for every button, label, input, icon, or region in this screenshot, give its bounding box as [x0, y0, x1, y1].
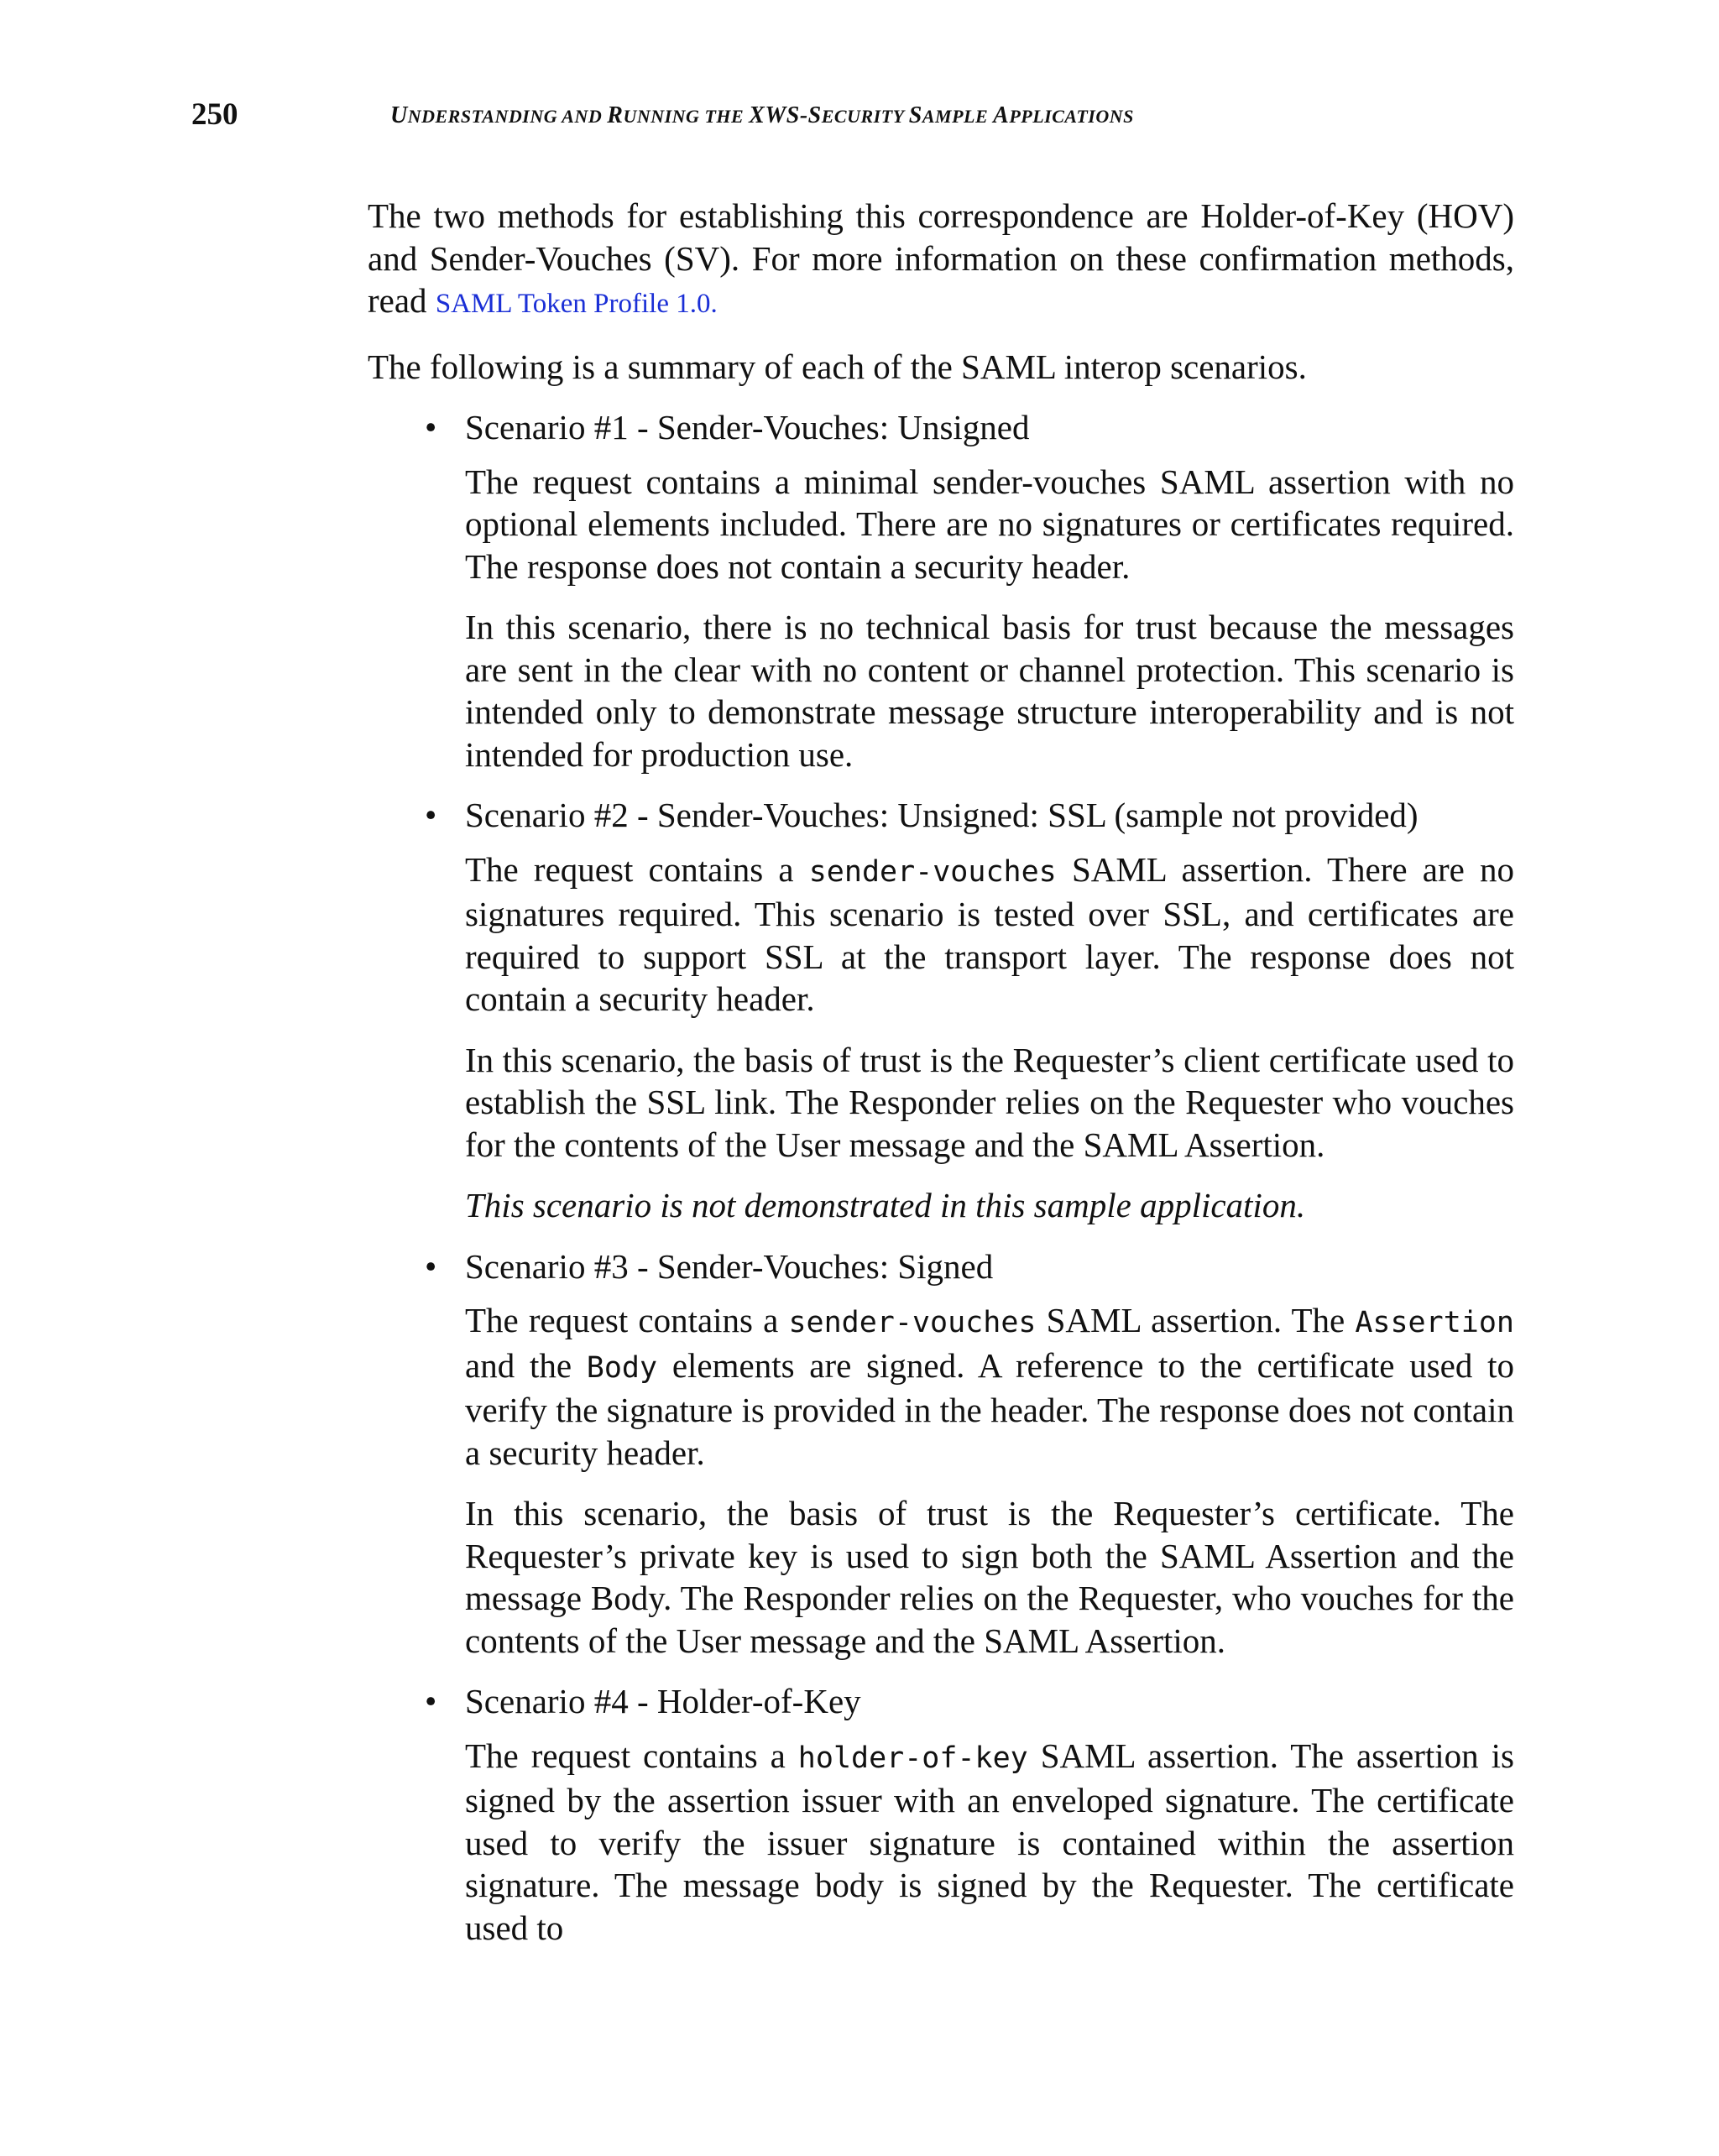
scenario-item: [368, 406, 1514, 775]
scenario-title: Scenario #2 - Sender-Vouches: Unsigned: SSL (sample not provided): [465, 796, 1419, 834]
running-head: UNDERSTANDING AND RUNNING THE XWS-SECURITY SAMPLE APPLICATIONS: [390, 102, 1134, 128]
scenario-trust-basis: In this scenario, there is no technical basis for trust because the messages are sent in the clear with no content or channel protection. This scenario is intended only to demonstrate message structure interoperability and is not intended for production use.: [465, 608, 1514, 774]
page-number: 250: [191, 97, 238, 132]
scenario-item: [368, 794, 1514, 1227]
scenario-title: Scenario #4 - Holder-of-Key: [465, 1682, 861, 1720]
scenario-item: [368, 1680, 1514, 1949]
page-body: [368, 195, 1514, 1949]
scenario-list: [368, 406, 1514, 1949]
bullet-icon: •: [425, 1246, 437, 1286]
scenario-item: [368, 1245, 1514, 1663]
scenario-description: The request contains a holder-of-key SAML assertion. The assertion is signed by the assertion issuer with an enveloped signature. The certificate used to verify the issuer signature is contained within the assertion signature. The message body is signed by the Requester. The certificate used to: [465, 1736, 1514, 1947]
scenario-title: Scenario #3 - Sender-Vouches: Signed: [465, 1246, 994, 1286]
bullet-icon: •: [425, 796, 437, 834]
scenario-title: Scenario #1 - Sender-Vouches: Unsigned: [465, 408, 1030, 446]
scenario-trust-basis: In this scenario, the basis of trust is the Requester’s certificate. The Requester’s private key is used to sign both the SAML Assertion and the message Body. The Responder relies on the Requester, who vouches for the contents of the User message and the SAML Assertion.: [465, 1494, 1514, 1660]
bullet-icon: •: [425, 1682, 437, 1720]
scenario-description: The request contains a sender-vouches SAML assertion. There are no signatures required. This scenario is tested over SSL, and certificates are required to support SSL at the transport layer. The response does not contain a security header.: [465, 849, 1514, 1018]
summary-intro: The following is a summary of each of the SAML interop scenarios.: [368, 347, 1307, 386]
scenario-description: The request contains a minimal sender-vouches SAML assertion with no optional elements included. There are no signatures or certificates required. The response does not contain a security header.: [465, 462, 1514, 586]
scenario-note: This scenario is not demonstrated in this sample application.: [465, 1186, 1306, 1224]
page-header: [191, 97, 1534, 147]
intro-paragraph: The two methods for establishing this correspondence are Holder-of-Key (HOV) and Sender-Vouches (SV). For more information on these confirmation methods, read SAML Token Profile 1.0.: [368, 196, 1514, 320]
scenario-description: The request contains a sender-vouches SAML assertion. The Assertion and the Body elements are signed. A reference to the certificate used to verify the signature is provided in the header. The response does not contain a security header.: [465, 1301, 1514, 1472]
scenario-trust-basis: In this scenario, the basis of trust is the Requester’s client certificate used to establish the SSL link. The Responder relies on the Requester who vouches for the contents of the User message and the SAML Assertion.: [465, 1040, 1514, 1164]
saml-token-profile-link[interactable]: SAML Token Profile 1.0.: [435, 289, 718, 319]
bullet-icon: •: [425, 408, 437, 446]
